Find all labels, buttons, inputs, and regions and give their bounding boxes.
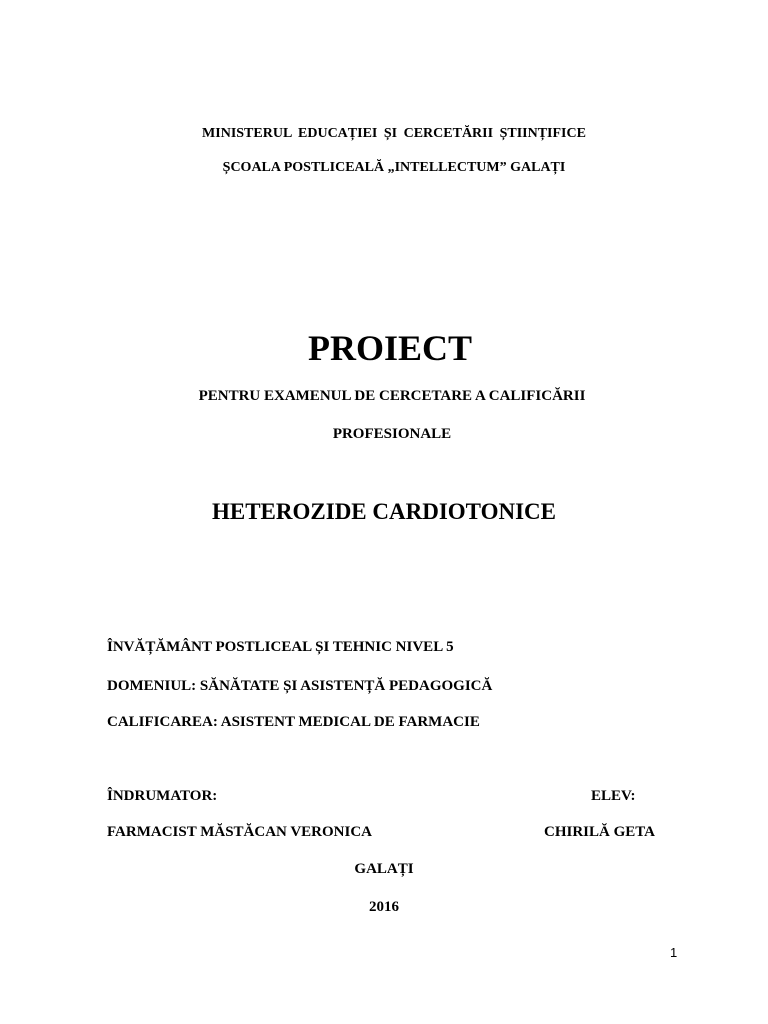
ministry-heading: MINISTERUL EDUCAȚIEI ȘI CERCETĂRII ȘTIINȚIFICE <box>202 126 586 141</box>
student-name: CHIRILĂ GETA <box>544 824 655 840</box>
year: 2016 <box>369 899 399 915</box>
qualification-field: CALIFICAREA: ASISTENT MEDICAL DE FARMACIE <box>107 714 480 730</box>
domain-field: DOMENIUL: SĂNĂTATE ȘI ASISTENȚĂ PEDAGOGICĂ <box>107 678 493 694</box>
subtitle-line-2: PROFESIONALE <box>332 426 452 442</box>
mentor-name: FARMACIST MĂSTĂCAN VERONICA <box>107 824 373 840</box>
mentor-label: ÎNDRUMATOR: <box>107 788 218 804</box>
project-topic: HETEROZIDE CARDIOTONICE <box>211 499 556 524</box>
education-level: ÎNVĂȚĂMÂNT POSTLICEAL ȘI TEHNIC NIVEL 5 <box>107 639 454 655</box>
city: GALAȚI <box>354 861 414 877</box>
page-number: 1 <box>670 945 678 960</box>
student-label: ELEV: <box>591 788 636 804</box>
school-heading: ȘCOALA POSTLICEALĂ „INTELLECTUM” GALAȚI <box>222 160 566 175</box>
document-title: PROIECT <box>307 328 473 368</box>
subtitle-line-1: PENTRU EXAMENUL DE CERCETARE A CALIFICĂRII <box>198 388 586 404</box>
